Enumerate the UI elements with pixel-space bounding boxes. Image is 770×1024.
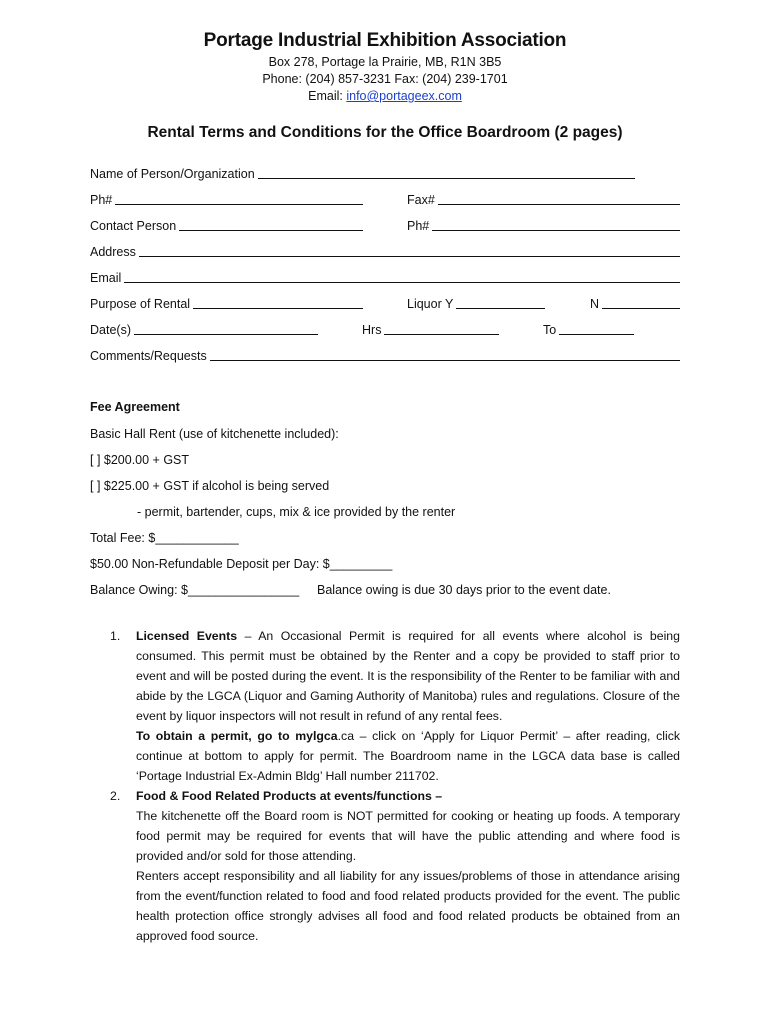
balance-note: Balance owing is due 30 days prior to the event date. [317, 583, 611, 597]
dates-field[interactable] [90, 322, 318, 337]
dates-blank[interactable] [134, 322, 318, 335]
term-2-body [136, 786, 680, 946]
term-1-subtitle: To obtain a permit, go to mylgca [136, 729, 338, 743]
to-field[interactable] [543, 322, 634, 337]
to-blank[interactable] [559, 322, 634, 335]
email-field-label: Email [90, 271, 122, 285]
address-label: Address [90, 245, 136, 259]
purpose-blank[interactable] [193, 296, 363, 309]
term-1-body [136, 626, 680, 786]
basic-hall-rent: Basic Hall Rent (use of kitchenette included): [90, 427, 339, 441]
term-1-title: Licensed Events [136, 629, 238, 643]
email-label: Email: [308, 89, 343, 103]
email-field[interactable] [90, 270, 680, 285]
dates-label: Date(s) [90, 323, 131, 337]
purpose-field[interactable] [90, 296, 363, 311]
organization-title: Portage Industrial Exhibition Association [203, 30, 567, 51]
phone-blank[interactable] [115, 192, 363, 205]
term-1-text-2: .ca – click on ‘Apply for Liquor Permit’ – after reading, click continue at bottom to apply for permit. The Boardroom name in the LGCA data base is called ‘Portage Industrial Ex-Admin Bldg’ Hall number 211702. [136, 729, 680, 783]
fee-option-200[interactable]: [ ] $200.00 + GST [90, 453, 190, 467]
fax-blank[interactable] [438, 192, 680, 205]
term-1-text: – An Occasional Permit is required for all events where alcohol is being consumed. This permit must be obtained by the Renter and a copy be provided to staff prior to event and will be posted during the event. It is the responsibility of the Renter to be familiar with and abide by the LGCA (Liquor and Gaming Authority of Manitoba) rules and regulations. Closure of the event by liquor inspectors will not result in refund of any rental fees. [136, 629, 680, 723]
total-fee[interactable]: Total Fee: $____________ [90, 531, 239, 545]
address-blank[interactable] [139, 244, 680, 257]
phone-field[interactable] [90, 192, 363, 207]
liquor-yes-blank[interactable] [456, 296, 545, 309]
term-2-paragraph-2: Renters accept responsibility and all liability for any issues/problems of those in attendance arising from the event/function related to food and food related products provided for the event. The public health protection office strongly advises all food and food related products be obtained from an approved food source. [136, 869, 680, 943]
term-2-paragraph-1: The kitchenette off the Board room is NOT permitted for cooking or heating up foods. A temporary food permit may be required for events that will have the public attending and where food is provided and/or sold for those attending. [136, 809, 680, 863]
hours-field[interactable] [362, 322, 499, 337]
to-label: To [543, 323, 557, 337]
phone-label: Ph# [90, 193, 113, 207]
liquor-no-blank[interactable] [602, 296, 680, 309]
contact-person-label: Contact Person [90, 219, 177, 233]
contact-phone-label: Ph# [407, 219, 430, 233]
document-title: Rental Terms and Conditions for the Office Boardroom (2 pages) [147, 124, 623, 141]
comments-label: Comments/Requests [90, 349, 207, 363]
name-blank[interactable] [258, 166, 635, 179]
liquor-yes-field[interactable] [407, 296, 545, 311]
name-field[interactable] [90, 166, 635, 181]
fax-field[interactable] [407, 192, 680, 207]
liquor-no-label: N [590, 297, 600, 311]
term-2-title: Food & Food Related Products at events/functions – [136, 789, 443, 803]
contact-person-blank[interactable] [179, 218, 363, 231]
comments-field[interactable] [90, 348, 680, 363]
organization-email-line [0, 89, 770, 103]
address-field[interactable] [90, 244, 680, 259]
balance-owing[interactable]: Balance Owing: $________________ [90, 583, 300, 597]
liquor-yes-label: Liquor Y [407, 297, 454, 311]
hours-blank[interactable] [384, 322, 499, 335]
contact-person-field[interactable] [90, 218, 363, 233]
fax-label: Fax# [407, 193, 435, 207]
hours-label: Hrs [362, 323, 382, 337]
fee-agreement-heading: Fee Agreement [90, 400, 180, 414]
contact-phone-blank[interactable] [432, 218, 680, 231]
term-2-number: 2. [110, 789, 121, 803]
liquor-no-field[interactable] [590, 296, 680, 311]
fee-option-note: - permit, bartender, cups, mix & ice provided by the renter [137, 505, 456, 519]
fee-option-225[interactable]: [ ] $225.00 + GST if alcohol is being served [90, 479, 330, 493]
name-label: Name of Person/Organization [90, 167, 255, 181]
term-1-number: 1. [110, 629, 121, 643]
organization-phone-fax: Phone: (204) 857-3231 Fax: (204) 239-1701 [262, 72, 508, 86]
comments-blank[interactable] [210, 348, 680, 361]
purpose-label: Purpose of Rental [90, 297, 191, 311]
contact-phone-field[interactable] [407, 218, 680, 233]
email-link[interactable]: info@portageex.com [346, 89, 462, 103]
deposit-line[interactable]: $50.00 Non-Refundable Deposit per Day: $_________ [90, 557, 393, 571]
email-blank[interactable] [124, 270, 680, 283]
organization-address: Box 278, Portage la Prairie, MB, R1N 3B5 [268, 55, 502, 69]
